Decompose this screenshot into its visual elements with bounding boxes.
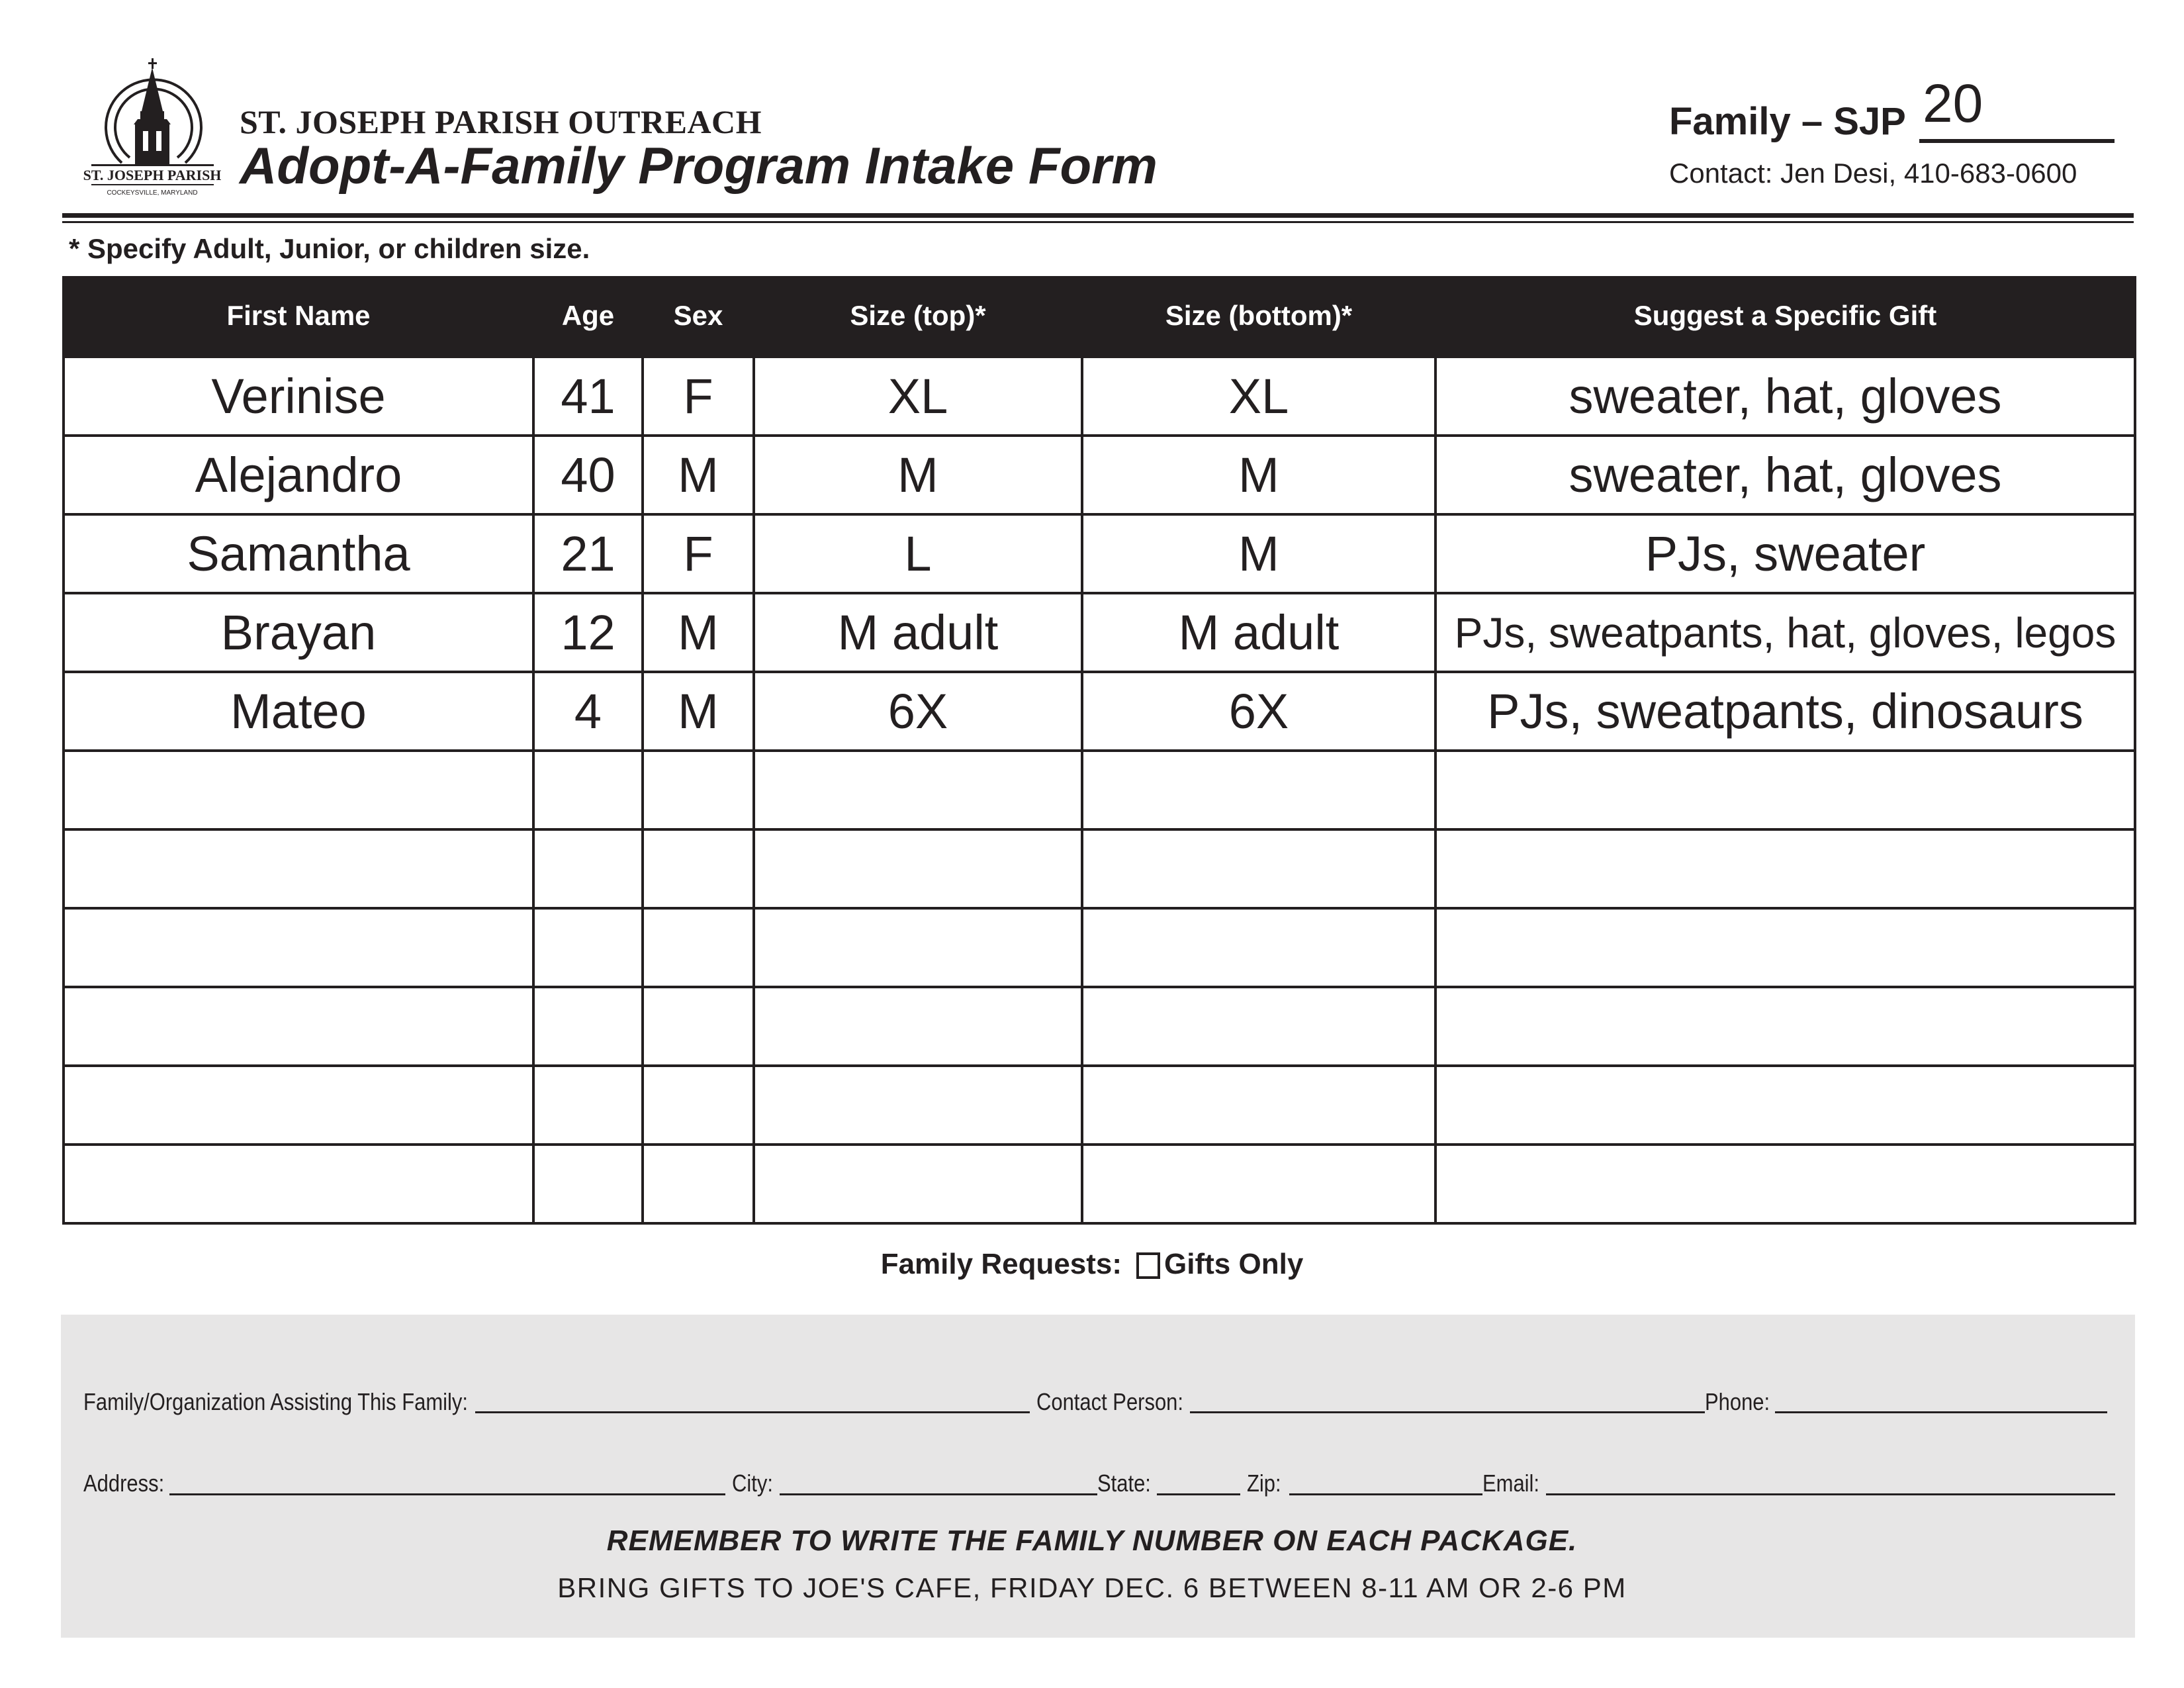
cell-size-bottom[interactable]: M adult — [1082, 593, 1435, 672]
cell-size-bottom[interactable]: M — [1082, 436, 1435, 514]
cell-first-name[interactable]: Alejandro — [64, 436, 533, 514]
table-row — [64, 672, 2135, 751]
cell-age[interactable]: 12 — [533, 593, 643, 672]
parish-logo — [78, 58, 227, 201]
phone-label: Phone: — [1705, 1388, 1770, 1415]
cell-size-bottom[interactable] — [1082, 987, 1435, 1066]
cell-gift[interactable]: PJs, sweatpants, dinosaurs — [1435, 672, 2135, 751]
cell-size-top[interactable]: M adult — [754, 593, 1082, 672]
header-rule-thin — [62, 221, 2134, 223]
cell-first-name[interactable] — [64, 987, 533, 1066]
cell-gift[interactable] — [1435, 751, 2135, 829]
cell-age[interactable]: 40 — [533, 436, 643, 514]
cell-sex[interactable] — [643, 987, 754, 1066]
phone-field[interactable] — [1775, 1411, 2107, 1413]
cell-first-name[interactable] — [64, 829, 533, 908]
cell-age[interactable] — [533, 987, 643, 1066]
cell-size-top[interactable]: L — [754, 514, 1082, 593]
reminder-text: REMEMBER TO WRITE THE FAMILY NUMBER ON EACH PACKAGE. — [606, 1524, 1578, 1557]
cell-size-bottom[interactable] — [1082, 908, 1435, 987]
cell-first-name[interactable] — [64, 1145, 533, 1223]
table-row — [64, 987, 2135, 1066]
cell-gift[interactable] — [1435, 1145, 2135, 1223]
gifts-only-checkbox[interactable] — [1136, 1252, 1160, 1279]
cell-sex[interactable] — [643, 829, 754, 908]
cell-age[interactable]: 21 — [533, 514, 643, 593]
assisting-family-label: Family/Organization Assisting This Family: — [83, 1388, 468, 1415]
cell-size-bottom[interactable] — [1082, 751, 1435, 829]
cell-first-name[interactable]: Mateo — [64, 672, 533, 751]
cell-sex[interactable] — [643, 751, 754, 829]
column-header-gift: Suggest a Specific Gift — [1435, 276, 2135, 357]
cell-first-name[interactable]: Verinise — [64, 357, 533, 436]
cell-size-bottom[interactable]: XL — [1082, 357, 1435, 436]
table-row — [64, 1066, 2135, 1145]
cell-size-top[interactable]: M — [754, 436, 1082, 514]
cell-sex[interactable] — [643, 1145, 754, 1223]
table-row — [64, 357, 2135, 436]
cell-first-name[interactable] — [64, 908, 533, 987]
cell-size-top[interactable] — [754, 751, 1082, 829]
column-header-age: Age — [533, 276, 643, 357]
cell-sex[interactable]: F — [643, 357, 754, 436]
email-label: Email: — [1482, 1470, 1540, 1497]
cell-age[interactable] — [533, 1066, 643, 1145]
cell-size-top[interactable] — [754, 1066, 1082, 1145]
state-field[interactable] — [1157, 1493, 1240, 1495]
family-requests — [0, 1248, 2184, 1281]
table-row — [64, 436, 2135, 514]
assisting-family-field[interactable] — [475, 1411, 1030, 1413]
table-row — [64, 751, 2135, 829]
cell-sex[interactable] — [643, 1066, 754, 1145]
family-requests-label: Family Requests: — [880, 1248, 1122, 1280]
cell-size-top[interactable] — [754, 908, 1082, 987]
cell-gift[interactable]: sweater, hat, gloves — [1435, 357, 2135, 436]
cell-first-name[interactable]: Brayan — [64, 593, 533, 672]
cell-first-name[interactable] — [64, 751, 533, 829]
column-header-first-name: First Name — [64, 276, 533, 357]
delivery-instructions: BRING GIFTS TO JOE'S CAFE, FRIDAY DEC. 6 BETWEEN 8-11 AM OR 2-6 PM — [557, 1572, 1627, 1603]
table-row — [64, 829, 2135, 908]
cell-sex[interactable]: M — [643, 672, 754, 751]
cell-sex[interactable]: M — [643, 436, 754, 514]
column-header-sex: Sex — [643, 276, 754, 357]
cell-size-bottom[interactable]: 6X — [1082, 672, 1435, 751]
cell-age[interactable] — [533, 829, 643, 908]
cell-gift[interactable] — [1435, 987, 2135, 1066]
logo-text: ST. JOSEPH PARISH — [83, 167, 222, 183]
contact-person-label: Contact Person: — [1036, 1388, 1184, 1415]
cell-gift[interactable] — [1435, 908, 2135, 987]
state-label: State: — [1097, 1470, 1151, 1497]
city-label: City: — [732, 1470, 773, 1497]
family-members-table — [62, 276, 2136, 1225]
table-row — [64, 908, 2135, 987]
cell-size-top[interactable] — [754, 1145, 1082, 1223]
family-number-line — [1919, 139, 2115, 143]
cell-size-bottom[interactable] — [1082, 829, 1435, 908]
family-label: Family – SJP — [1669, 100, 1906, 143]
org-name: ST. JOSEPH PARISH OUTREACH — [240, 103, 762, 140]
cell-age[interactable] — [533, 751, 643, 829]
cell-size-bottom[interactable] — [1082, 1066, 1435, 1145]
email-field[interactable] — [1546, 1493, 2115, 1495]
cell-first-name[interactable] — [64, 1066, 533, 1145]
city-field[interactable] — [780, 1493, 1097, 1495]
logo-subtext: COCKEYSVILLE, MARYLAND — [107, 189, 198, 197]
cell-size-top[interactable]: XL — [754, 357, 1082, 436]
cell-sex[interactable]: M — [643, 593, 754, 672]
contact-person-field[interactable] — [1190, 1411, 1705, 1413]
header-rule — [62, 213, 2134, 218]
cell-gift[interactable] — [1435, 829, 2135, 908]
contact-info: Contact: Jen Desi, 410-683-0600 — [1669, 158, 2077, 189]
table-header-row — [64, 276, 2135, 357]
cell-gift[interactable]: sweater, hat, gloves — [1435, 436, 2135, 514]
cell-age[interactable]: 41 — [533, 357, 643, 436]
cell-first-name[interactable]: Samantha — [64, 514, 533, 593]
table-row — [64, 1145, 2135, 1223]
address-field[interactable] — [169, 1493, 725, 1495]
column-header-size-top: Size (top)* — [754, 276, 1082, 357]
size-note: * Specify Adult, Junior, or children size. — [69, 233, 590, 264]
cell-age[interactable] — [533, 1145, 643, 1223]
gifts-only-label: Gifts Only — [1164, 1248, 1304, 1280]
cell-size-top[interactable] — [754, 987, 1082, 1066]
table-row — [64, 514, 2135, 593]
cell-age[interactable] — [533, 908, 643, 987]
family-number[interactable]: 20 — [1923, 73, 1983, 134]
cell-gift[interactable]: PJs, sweatpants, hat, gloves, legos — [1435, 593, 2135, 672]
cell-size-bottom[interactable] — [1082, 1145, 1435, 1223]
cell-size-bottom[interactable]: M — [1082, 514, 1435, 593]
column-header-size-bottom: Size (bottom)* — [1082, 276, 1435, 357]
form-title: Adopt-A-Family Program Intake Form — [240, 136, 1158, 195]
table-row — [64, 593, 2135, 672]
cell-gift[interactable] — [1435, 1066, 2135, 1145]
cell-size-top[interactable]: 6X — [754, 672, 1082, 751]
address-label: Address: — [83, 1470, 165, 1497]
cell-sex[interactable] — [643, 908, 754, 987]
zip-field[interactable] — [1289, 1493, 1482, 1495]
cell-size-top[interactable] — [754, 829, 1082, 908]
cell-sex[interactable]: F — [643, 514, 754, 593]
cell-gift[interactable]: PJs, sweater — [1435, 514, 2135, 593]
zip-label: Zip: — [1247, 1470, 1281, 1497]
cell-age[interactable]: 4 — [533, 672, 643, 751]
